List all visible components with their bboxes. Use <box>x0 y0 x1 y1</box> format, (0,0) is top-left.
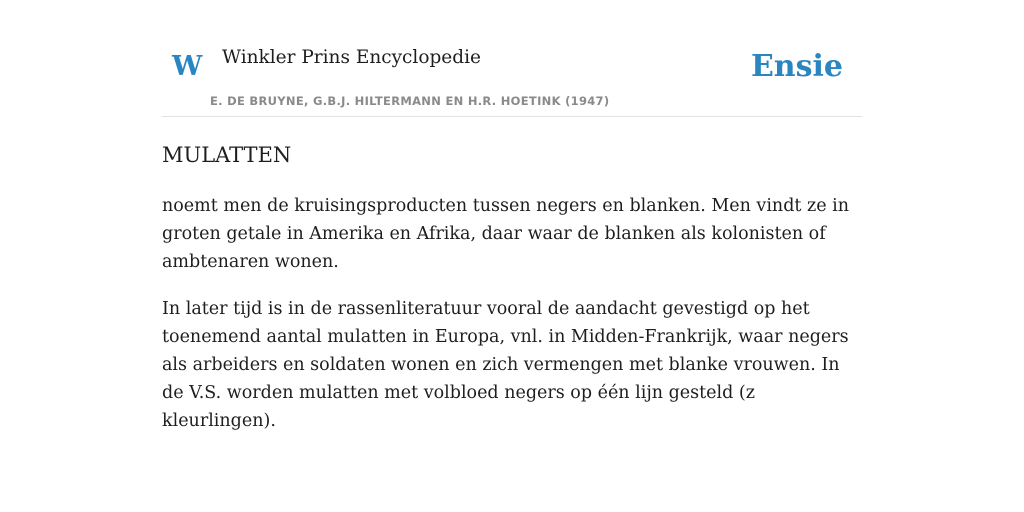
source-authors: E. DE BRUYNE, G.B.J. HILTERMANN EN H.R. HOETINK (1947) <box>210 94 610 108</box>
entry-title: MULATTEN <box>162 143 292 167</box>
winkler-prins-logo[interactable]: W <box>172 51 203 82</box>
source-header <box>162 0 862 117</box>
article <box>162 140 862 435</box>
article-paragraph: In later tijd is in de rassenliteratuur vooral de aandacht gevestigd op het toenemend aantal mulatten in Europa, vnl. in Midden-Frankrijk, waar negers als arbeiders en soldaten wonen en zich vermengen met blanke vrouwen. In de V.S. worden mulatten met volbloed negers op één lijn gesteld (z kleurlingen). <box>162 299 849 431</box>
article-paragraph: noemt men de kruisingsproducten tussen negers en blanken. Men vindt ze in groten getale in Amerika en Afrika, daar waar de blanken als kolonisten of ambtenaren wonen. <box>162 196 849 272</box>
ensie-brand-logo[interactable]: Ensie <box>750 49 843 84</box>
source-title[interactable]: Winkler Prins Encyclopedie <box>222 47 481 68</box>
